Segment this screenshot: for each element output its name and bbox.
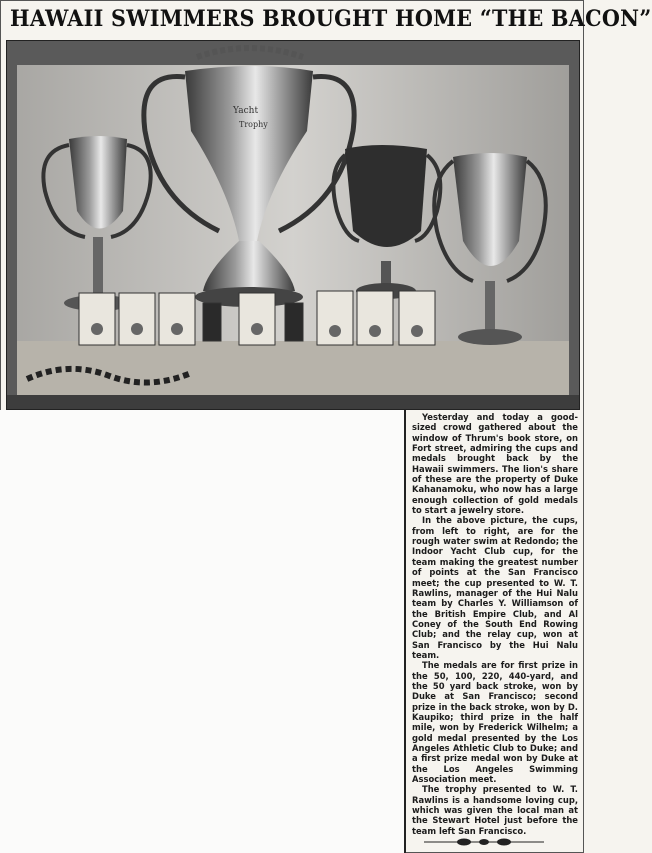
trophy-photo <box>6 40 580 410</box>
cup-engraving-yacht: Yacht <box>233 106 259 116</box>
medal-cases <box>79 291 435 345</box>
blank-column <box>0 410 404 853</box>
article-paragraph: Yesterday and today a good-sized crowd gathered about the window of Thrum's book store, on Fort street, admiring the cups and medals brought back by the Hawaii swimmers. The lion's share of these are the property of Duke Kahanamoku, who now has a large enough collection of gold medals to start a jewelry store. <box>412 412 578 516</box>
article-paragraph: The trophy presented to W. T. Rawlins is a handsome loving cup, which was given the local man at the Stewart Hotel just before the team left San Francisco. <box>412 784 578 836</box>
article-paragraph: In the above picture, the cups, from left to right, are for the rough water swim at Redondo; the Indoor Yacht Club cup, for the team making the greatest number of points at the San Francisco meet; the cup presented to W. T. Rawlins, manager of the Hui Nalu team by Charles Y. Williamson of the British Empire Club, and Al Coney of the South End Rowing Club; and the relay cup, won at San Francisco by the Hui Nalu team. <box>412 515 578 660</box>
trophy-photo-illustration <box>7 41 579 409</box>
cup-engraving-trophy: Trophy <box>239 120 268 129</box>
end-ornament <box>424 836 544 848</box>
headline: HAWAII SWIMMERS BROUGHT HOME “THE BACON” <box>10 6 652 32</box>
article-paragraph: The medals are for first prize in the 50, 100, 220, 440-yard, and the 50 yard back stroke, won by Duke at San Francisco; second prize in the back stroke, won by D. Kaupiko; third prize in the half mile, won by Frederick Wilhelm; a gold medal presented by the Los Angeles Athletic Club to Duke; and a first prize medal won by Duke at the Los Angeles Swimming Association meet. <box>412 660 578 785</box>
column-rule <box>404 410 406 853</box>
article-body <box>412 412 578 836</box>
